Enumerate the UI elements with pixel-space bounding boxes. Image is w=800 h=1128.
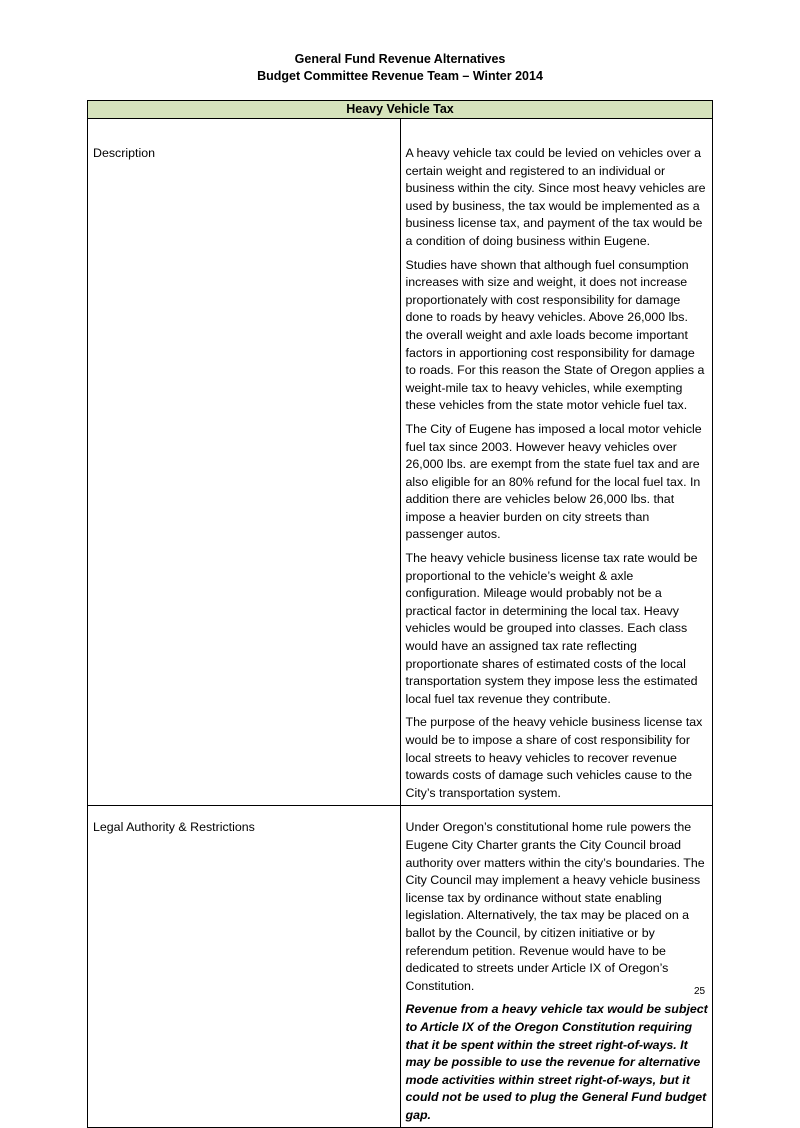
page-number: 25 xyxy=(694,986,706,997)
table-row-description xyxy=(88,119,713,806)
table-row-legal xyxy=(88,806,713,1128)
description-paragraph: The City of Eugene has imposed a local motor vehicle fuel tax since 2003. However heavy vehicles over 26,000 lbs. are exempt from the state fuel tax and are also eligible for an 80% refund for the local fuel tax. In addition there are vehicles below 26,000 lbs. that impose a heavier burden on city streets than passenger autos. xyxy=(405,421,702,542)
description-paragraph: A heavy vehicle tax could be levied on vehicles over a certain weight and registered to an individual or business within the city. Since most heavy vehicles are used by business, the tax would be implemented as a business license tax, and payment of the tax would be a condition of doing business within Eugene. xyxy=(405,146,706,248)
description-paragraph: Studies have shown that although fuel consumption increases with size and weight, it does not increase proportionately with cost responsibility for damage done to roads by heavy vehicles. Above 26,000 lbs. the overall weight and axle loads become important factors in apportioning cost responsibility for damage to roads. For this reason the State of Oregon applies a weight-mile tax to heavy vehicles, while exempting these vehicles from the state motor vehicle fuel tax. xyxy=(405,257,705,413)
row-label-description: Description xyxy=(88,119,401,806)
description-paragraph: The heavy vehicle business license tax rate would be proportional to the vehicle’s weight & axle configuration. Mileage would probably not be a practical factor in determining the local tax. Heavy vehicles would be grouped into classes. Each class would have an assigned tax rate reflecting proportionate shares of estimated costs of the local transportation system they impose less the estimated local fuel tax revenue they contribute. xyxy=(405,551,698,706)
table-title: Heavy Vehicle Tax xyxy=(88,101,713,119)
document-header xyxy=(0,51,800,85)
header-title: General Fund Revenue Alternatives xyxy=(294,52,506,66)
table-title-row xyxy=(88,101,713,119)
header-subtitle: Budget Committee Revenue Team – Winter 2014 xyxy=(257,69,543,83)
row-content-description xyxy=(400,119,713,806)
revenue-table xyxy=(87,100,713,1128)
row-content-legal xyxy=(400,806,713,1128)
description-paragraph: The purpose of the heavy vehicle business license tax would be to impose a share of cost responsibility for local streets to heavy vehicles to recover revenue towards costs of damage such vehicles cause to the City’s transportation system. xyxy=(405,715,703,800)
legal-emphasis-paragraph: Revenue from a heavy vehicle tax would be subject to Article IX of the Oregon Constitution requiring that it be spent within the street right-of-ways. It may be possible to use the revenue for alternative mode activities within street right-of-ways, but it could not be used to plug the General Fund budget gap. xyxy=(405,1002,708,1122)
row-label-legal: Legal Authority & Restrictions xyxy=(88,806,401,1128)
legal-paragraph: Under Oregon’s constitutional home rule powers the Eugene City Charter grants the City Council broad authority over matters within the city’s boundaries. The City Council may implement a heavy vehicle business license tax by ordinance without state enabling legislation. Alternatively, the tax may be placed on a ballot by the Council, by citizen initiative or by referendum petition. Revenue would have to be dedicated to streets under Article IX of Oregon’s Constitution. xyxy=(405,820,705,993)
